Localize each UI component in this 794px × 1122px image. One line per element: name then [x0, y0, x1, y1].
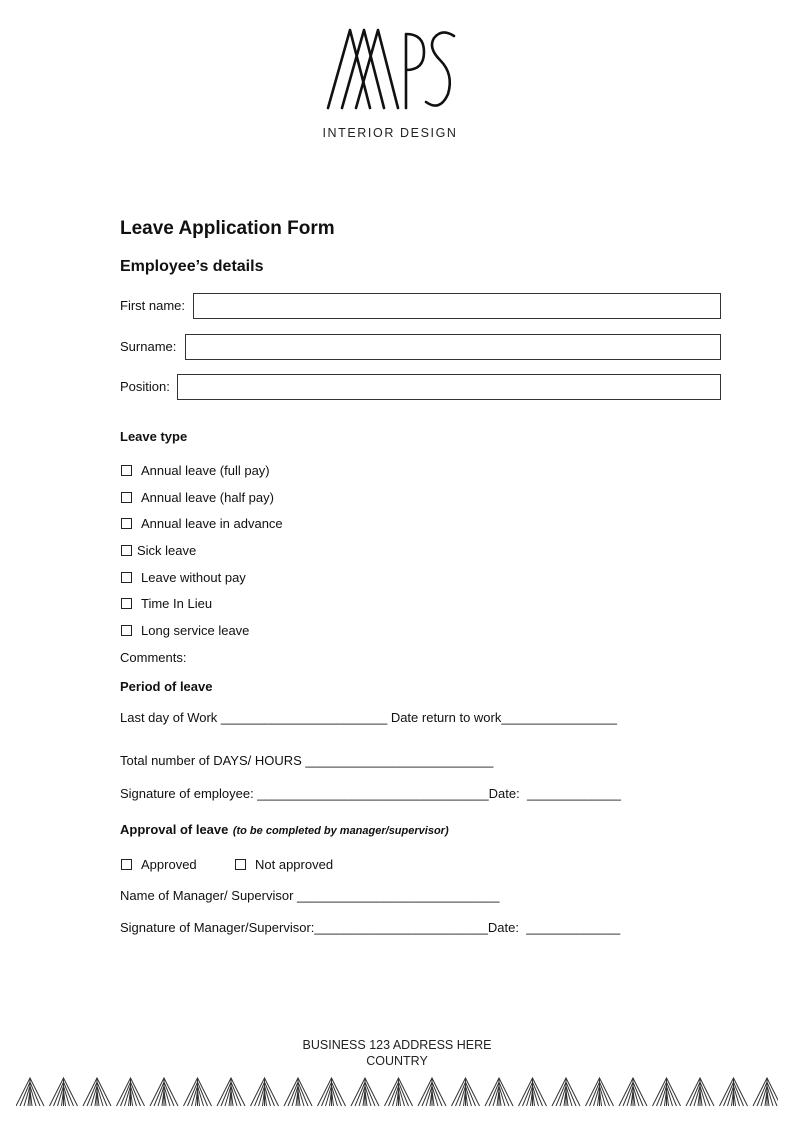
- chevron-pattern-icon: [16, 1074, 778, 1108]
- option-label: Time In Lieu: [141, 596, 213, 611]
- company-logo: [320, 20, 464, 120]
- last-day-line[interactable]: Last day of Work _______________________ Date return to work________________: [120, 710, 618, 725]
- leave-option-annual-half: [121, 490, 274, 505]
- chevron-motif: [284, 1078, 312, 1106]
- comments-label: Comments:: [120, 650, 187, 665]
- option-label: Annual leave (full pay): [141, 463, 270, 478]
- approval-heading: Approval of leave: [120, 822, 229, 837]
- checkbox[interactable]: [235, 859, 246, 870]
- chevron-motif: [619, 1078, 647, 1106]
- chevron-motif: [485, 1078, 513, 1106]
- total-days-line[interactable]: Total number of DAYS/ HOURS __________________________: [120, 753, 494, 768]
- chevron-motif: [318, 1078, 346, 1106]
- checkbox[interactable]: [121, 465, 132, 476]
- option-label: Sick leave: [137, 543, 197, 558]
- decorative-border: [16, 1074, 778, 1108]
- checkbox[interactable]: [121, 545, 132, 556]
- chevron-motif: [83, 1078, 111, 1106]
- not-approved-label: Not approved: [255, 857, 334, 872]
- not-approved-option: [235, 857, 333, 872]
- first-name-label: First name:: [120, 298, 186, 313]
- chevron-motif: [16, 1078, 44, 1106]
- checkbox[interactable]: [121, 572, 132, 583]
- chevron-motif: [519, 1078, 547, 1106]
- chevron-motif: [753, 1078, 778, 1106]
- approved-option: [121, 857, 197, 872]
- manager-name-line[interactable]: Name of Manager/ Supervisor ____________________________: [120, 888, 500, 903]
- chevron-motif: [251, 1078, 279, 1106]
- chevron-motif: [184, 1078, 212, 1106]
- first-name-field[interactable]: [193, 293, 721, 319]
- leave-option-long-service: [121, 623, 249, 638]
- surname-label: Surname:: [120, 339, 177, 354]
- chevron-motif: [150, 1078, 178, 1106]
- leave-option-without-pay: [121, 570, 246, 585]
- option-label: Annual leave in advance: [141, 516, 283, 531]
- leave-option-annual-advance: [121, 516, 283, 531]
- position-label: Position:: [120, 379, 170, 394]
- footer-country: COUNTRY: [366, 1054, 428, 1068]
- chevron-motif: [50, 1078, 78, 1106]
- position-field[interactable]: [177, 374, 721, 400]
- surname-field[interactable]: [185, 334, 721, 360]
- chevron-motif: [452, 1078, 480, 1106]
- manager-signature-line[interactable]: Signature of Manager/Supervisor:________________________Date: _____________: [120, 920, 621, 935]
- chevron-motif: [720, 1078, 748, 1106]
- leave-option-sick: [121, 543, 196, 558]
- checkbox[interactable]: [121, 625, 132, 636]
- mps-logo-mark: [320, 20, 464, 120]
- checkbox[interactable]: [121, 598, 132, 609]
- chevron-motif: [586, 1078, 614, 1106]
- leave-option-annual-full: [121, 463, 270, 478]
- approval-heading-row: [120, 821, 449, 839]
- approval-note: (to be completed by manager/supervisor): [232, 825, 449, 837]
- chevron-motif: [217, 1078, 245, 1106]
- option-label: Long service leave: [141, 623, 250, 638]
- option-label: Annual leave (half pay): [141, 490, 274, 505]
- period-heading: Period of leave: [120, 679, 213, 694]
- chevron-motif: [385, 1078, 413, 1106]
- checkbox[interactable]: [121, 859, 132, 870]
- chevron-motif: [686, 1078, 714, 1106]
- option-label: Leave without pay: [141, 570, 246, 585]
- chevron-motif: [117, 1078, 145, 1106]
- leave-type-heading: Leave type: [120, 429, 188, 444]
- footer-address: BUSINESS 123 ADDRESS HERE: [302, 1038, 492, 1052]
- employee-section-title: Employee’s details: [120, 258, 264, 275]
- employee-signature-line[interactable]: Signature of employee: ________________________________Date: _____________: [120, 786, 621, 801]
- company-subtitle: INTERIOR DESIGN: [322, 126, 458, 140]
- approved-label: Approved: [141, 857, 197, 872]
- form-title: Leave Application Form: [120, 218, 335, 239]
- checkbox[interactable]: [121, 518, 132, 529]
- checkbox[interactable]: [121, 492, 132, 503]
- chevron-motif: [418, 1078, 446, 1106]
- leave-option-time-in-lieu: [121, 596, 212, 611]
- chevron-motif: [351, 1078, 379, 1106]
- chevron-motif: [653, 1078, 681, 1106]
- chevron-motif: [552, 1078, 580, 1106]
